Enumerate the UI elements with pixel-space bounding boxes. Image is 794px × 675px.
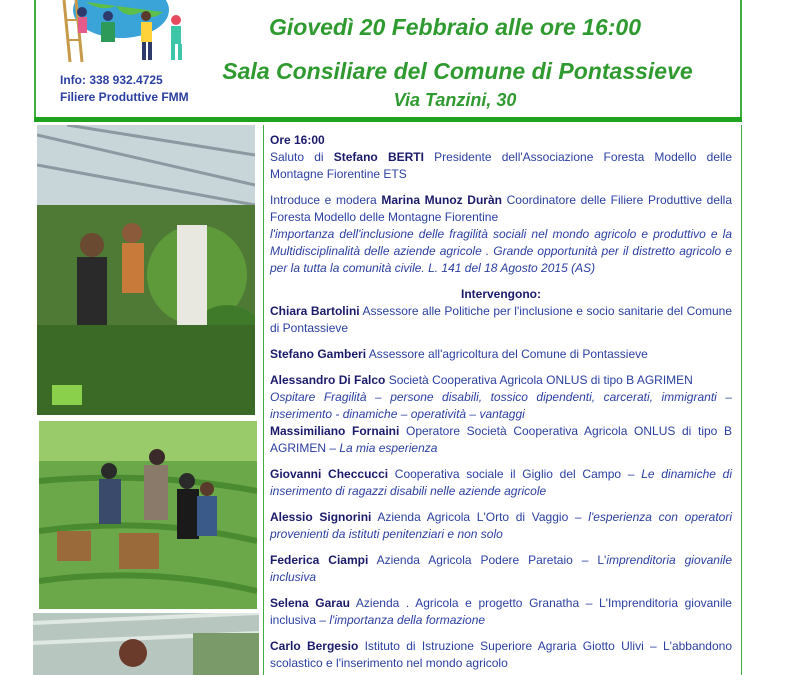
globe-people-logo <box>56 0 206 70</box>
greenhouse-woman-photo <box>33 613 259 675</box>
speaker: Alessandro Di Falco Società Cooperativa Agricola ONLUS di tipo B AGRIMEN <box>270 373 693 387</box>
right-frame <box>741 125 742 675</box>
speaker: Alessio Signorini Azienda Agricola L'Orto di Vaggio – l'esperienza con operatori provenienti da istituti penitenziari e non solo <box>270 510 733 541</box>
speaker: Massimiliano Fornaini Operatore Società Cooperativa Agricola ONLUS di tipo B AGRIMEN – La mia esperienza <box>270 424 732 455</box>
speaker: Federica Ciampi Azienda Agricola Podere Paretaio – L'imprenditoria giovanile inclusiva <box>270 553 732 584</box>
field-workers-photo <box>39 421 257 609</box>
speaker: Carlo Bergesio Istituto di Istruzione Superiore Agraria Giotto Ulivi – L'abbandono scolastico e l'inserimento nel mondo agricolo <box>270 639 733 670</box>
moderator-topic: l'importanza dell'inclusione delle fragilità sociali nel mondo agricolo e produttivo e la Multidisciplinalità delle aziende agricole . Grande opportunità per il distretto agricolo e per la tutta la comunità civile. L. 141 del 18 Agosto 2015 (AS) <box>270 227 732 275</box>
speaker: Stefano Gamberi Assessore all'agricoltura del Comune di Pontassieve <box>270 347 648 361</box>
speaker: Chiara Bartolini Assessore alle Politiche per l'inclusione e socio sanitarie del Comune di Pontassieve <box>270 304 732 335</box>
program-time: Ore 16:00 <box>270 133 325 147</box>
moderator: Introduce e modera Marina Munoz Duràn Coordinatore delle Filiere Produttive della Foresta Modello delle Montagne Fiorentine <box>270 193 732 224</box>
program-text <box>270 132 732 672</box>
contact-info <box>60 72 189 106</box>
event-address: Via Tanzini, 30 <box>393 90 517 110</box>
header-divider <box>34 117 742 122</box>
info-phone: Info: 338 932.4725 <box>60 73 163 87</box>
speaker: Giovanni Checcucci Cooperativa sociale il Giglio del Campo – Le dinamiche di inserimento di ragazzi disabili nelle aziende agricole <box>270 467 732 498</box>
greenhouse-photo <box>37 125 255 415</box>
greeting-name: Stefano BERTI <box>333 150 424 164</box>
moderator-name: Marina Munoz Duràn <box>381 193 502 207</box>
column-divider <box>263 125 264 675</box>
speaker-topic: Ospitare Fragilità – persone disabili, tossico dipendenti, carcerati, immigranti – inserimento - dinamiche – operatività – vantaggi <box>270 390 732 421</box>
event-date: Giovedì 20 Febbraio alle ore 16:00 <box>269 14 641 40</box>
greeting: Saluto di Stefano BERTI Presidente dell'Associazione Foresta Modello delle Montagne Fiorentine ETS <box>270 150 732 181</box>
event-venue: Sala Consiliare del Comune di Pontassieve <box>222 58 693 84</box>
speakers-heading: Intervengono: <box>461 287 541 301</box>
speaker: Selena Garau Azienda . Agricola e progetto Granatha – L'Imprenditoria giovanile inclusiva – l'importanza della formazione <box>270 596 732 627</box>
info-organization: Filiere Produttive FMM <box>60 90 189 104</box>
